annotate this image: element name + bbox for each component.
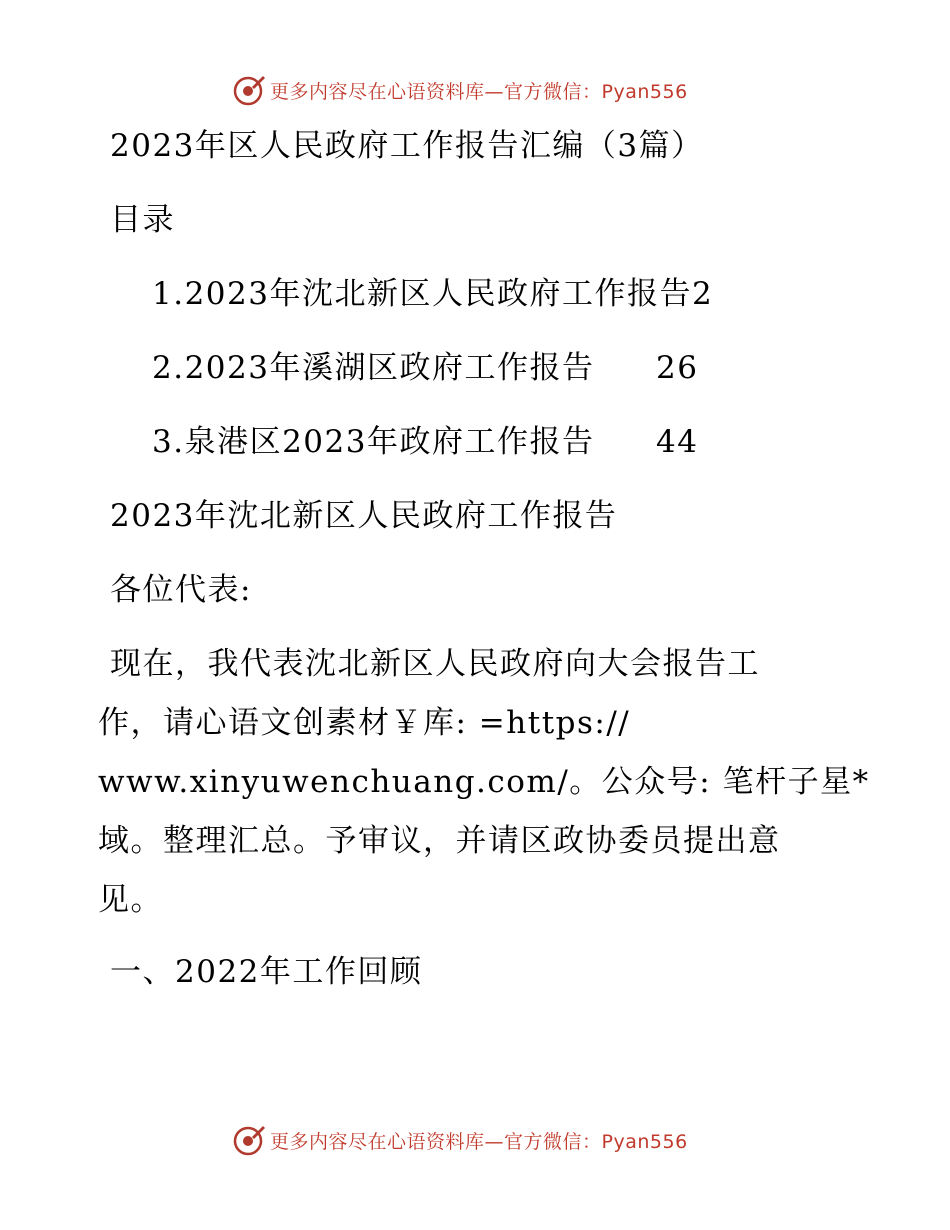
watermark-text: 更多内容尽在心语资料库—官方微信：Pyan556 [270, 80, 688, 103]
toc-item-page: 44 [656, 424, 699, 460]
paragraph-line: 见。 [98, 882, 163, 918]
watermark-footer [232, 1122, 688, 1158]
document-title: 2023年区人民政府工作报告汇编（3篇） [110, 128, 704, 164]
watermark-text: 更多内容尽在心语资料库—官方微信：Pyan556 [270, 1130, 688, 1153]
toc-heading: 目录 [110, 202, 175, 238]
toc-item-label: 3.泉港区2023年政府工作报告 [152, 424, 595, 460]
paragraph-line: 现在，我代表沈北新区人民政府向大会报告工 [110, 646, 760, 682]
watermark-header [232, 72, 688, 108]
section-title: 2023年沈北新区人民政府工作报告 [110, 498, 618, 534]
toc-item-label: 2.2023年溪湖区政府工作报告 [152, 350, 595, 386]
toc-item-3[interactable] [152, 422, 594, 462]
salutation: 各位代表: [110, 572, 252, 608]
toc-item-page: 26 [656, 350, 699, 386]
paragraph-line: 域。整理汇总。予审议，并请区政协委员提出意 [98, 823, 781, 859]
toc-item-2[interactable] [152, 348, 594, 388]
subheading: 一、2022年工作回顾 [110, 954, 423, 990]
pen-logo-icon [232, 73, 266, 107]
toc-item-page: 2 [691, 276, 714, 312]
pen-logo-icon [232, 1123, 266, 1157]
paragraph-line: 作，请心语文创素材￥库: =https:// [98, 705, 631, 741]
toc-item-1[interactable] [152, 274, 713, 314]
paragraph-line: www.xinyuwenchuang.com/。公众号: 笔杆子星* [98, 764, 870, 800]
toc-item-label: 1.2023年沈北新区人民政府工作报告 [152, 276, 692, 312]
